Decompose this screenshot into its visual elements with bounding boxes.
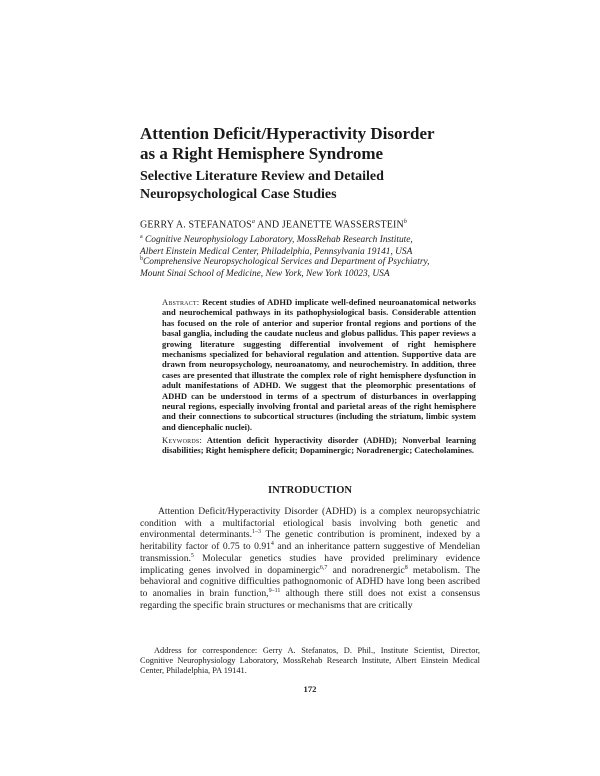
affiliation-b-mark: b [140,256,143,262]
intro-text-1: Attention Deficit/Hyperactivity Disorder (ADHD) is a complex neuropsychiatric condition with a multifactorial etiological basis involving both genetic and environmental determinants. [140,506,480,541]
intro-text-4: Molecular genetics studies have provided preliminary evidence implicating genes involved in dopaminergic [140,552,480,576]
citation-6: 9–11 [268,587,281,594]
subtitle-line-2: Neuropsychological Case Studies [140,187,337,202]
paper-subtitle [140,168,470,204]
citation-4: 6,7 [319,564,328,571]
author-conjunction: AND [255,219,282,231]
intro-text-7: although there still does not exist a consensus regarding the specific brain structures or mechanisms that are critically [140,587,480,611]
intro-text-3: and an inheritance pattern suggestive of Mendelian transmission. [140,541,480,564]
keywords-label: Keywords: [162,435,202,445]
page-number: 172 [303,684,317,694]
keywords-text: Attention deficit hyperactivity disorder (ADHD); Nonverbal learning disabilities; Right hemisphere deficit; Dopaminergic; Noradrenergic; Catecholamines. [162,435,476,456]
section-heading-introduction: INTRODUCTION [267,485,352,496]
citation-3: 5 [190,552,194,559]
introduction-paragraph [140,506,480,611]
title-line-1: Attention Deficit/Hyperactivity Disorder [140,124,435,143]
author-2: JEANETTE WASSERSTEIN [281,219,404,231]
affiliation-b-line-2: Mount Sinai School of Medicine, New York, New York 10023, USA [140,269,390,280]
intro-text-2: The genetic contribution is prominent, indexed by a heritability factor of 0.75 to 0.91 [140,529,480,553]
affiliation-a-line-1: Cognitive Neurophysiology Laboratory, MossRehab Research Institute, [145,235,413,246]
affiliation-b [140,253,480,280]
affiliation-b-line-1: Comprehensive Neuropsychological Services and Department of Psychiatry, [143,257,430,268]
correspondence-footnote: Address for correspondence: Gerry A. Stefanatos, D. Phil., Institute Scientist, Director, Cognitive Neurophysiology Laboratory, MossRehab Research Institute, Albert Einstein Medical Center, Philadelphia, PA 19141. [140,646,480,675]
citation-1: 1–3 [252,529,262,536]
citation-5: 8 [404,564,408,571]
abstract [162,297,476,432]
keywords [162,435,476,456]
author-1: GERRY A. STEFANATOS [140,219,252,231]
citation-2: 4 [270,540,274,547]
subtitle-line-1: Selective Literature Review and Detailed [140,169,384,184]
author-2-affiliation-mark: b [403,219,408,225]
intro-text-6: metabolism. The behavioral and cognitive difficulties pathognomonic of ADHD have long been ascribed to anomalies in brain function, [140,564,481,599]
intro-text-5: and noradrenergic [327,564,405,576]
abstract-text: Recent studies of ADHD implicate well-defined neuroanatomical networks and neurochemical pathways in its pathophysiological basis. Considerable attention has focused on the role of anterior and superior frontal regions and portions of the basal ganglia, including the caudate nucleus and globus pallidus. This paper reviews a growing literature suggesting differential involvement of right hemisphere mechanisms specialized for behavioral regulation and attention. Supportive data are drawn from neuropsychology, neuroanatomy, and neurochemistry. In addition, three cases are presented that illustrate the complex role of right hemisphere dysfunction in adult manifestations of ADHD. We suggest that the pleomorphic presentations of ADHD can be understood in terms of a spectrum of disturbances in overlapping neural regions, especially involving frontal and parietal areas of the right hemisphere and their connections to subcortical structures (including the striatum, limbic system and diencephalic nuclei). [162,297,476,432]
affiliation-a-mark: a [140,234,143,240]
affiliation-a-line-2: Albert Einstein Medical Center, Philadelphia, Pennsylvania 19141, USA [140,247,413,258]
author-1-affiliation-mark: a [251,219,256,225]
paper-title [140,124,470,164]
abstract-label: Abstract: [162,297,200,307]
title-line-2: as a Right Hemisphere Syndrome [140,144,384,163]
author-list [140,216,470,231]
